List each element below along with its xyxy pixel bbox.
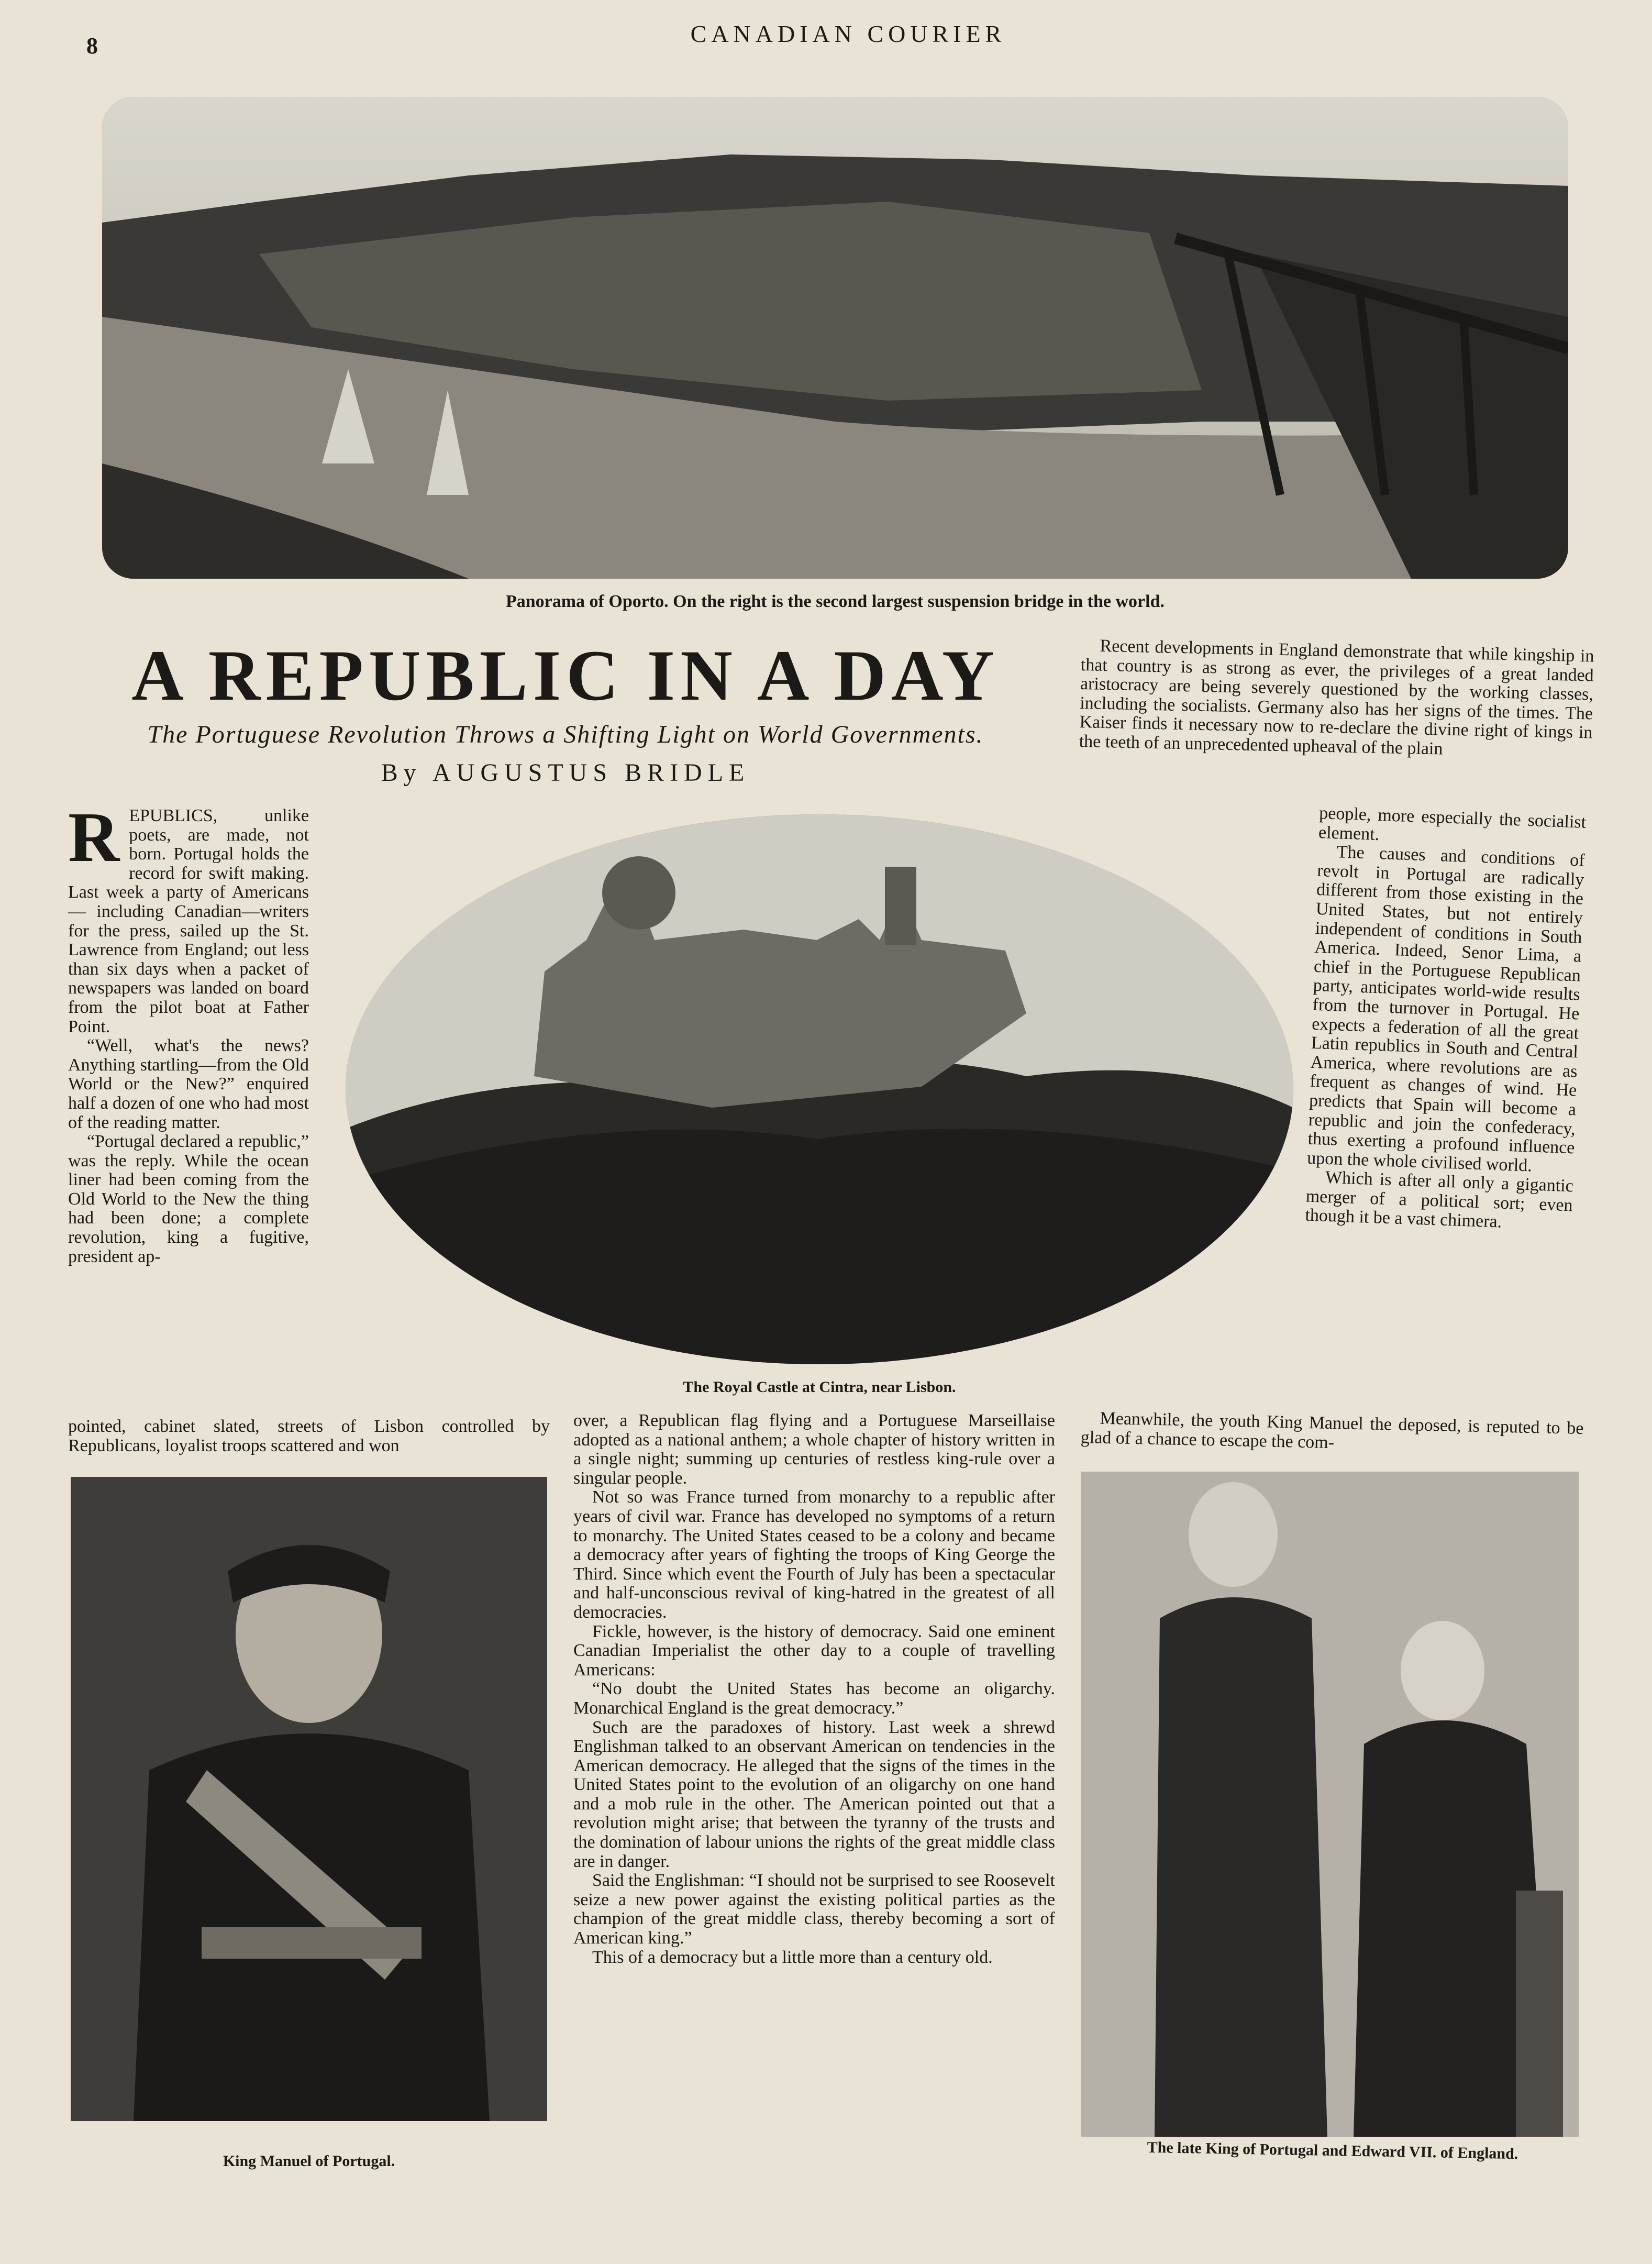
article-paragraph: “Well, what's the news? Anything startling—from the Old World or the New?” enquired half a dozen of one who had most of the reading matter. (68, 1036, 309, 1132)
drop-cap: R (68, 798, 120, 877)
article-paragraph: people, more especially the socialist element. (1318, 803, 1587, 844)
article-title: A REPUBLIC IN A DAY (131, 635, 1000, 715)
article-paragraph: The causes and conditions of revolt in Portugal are radically different from those existing in the United States, but not entirely independent of conditions in South America. Indeed, Senor Lima, a chief in the Portuguese Republican party, anticipates world-wide results from the turnover in Portugal. He expects a federation of all the great Latin republics in South and Central America, where revolutions are as frequent as changes of wind. He predicts that Spain will become a republic and join the confederacy, thus exerting a profound influence upon the whole civilised world. (1306, 842, 1586, 1176)
article-paragraph: Not so was France turned from monarchy to a republic after years of civil war. France has developed no symptoms of a return to monarchy. The United States ceased to be a colony and became a democracy after years of fighting the troops of King George the Third. Since which event the Fourth of July has been a spectacular and half-unconscious revival of king-hatred in the greatest of all democracies. (573, 1487, 1055, 1622)
article-paragraph: Recent developments in England demonstrate that while kingship in that country is as strong as ever, the privileges of a great landed aristocracy are being severely questioned by the working classes, including the socialists. Germany also has her signs of the times. The Kaiser finds it necessary now to re-declare the divine right of kings in the teeth of an unprecedented upheaval of the plain (1079, 636, 1594, 759)
article-column-middle (573, 1411, 1055, 1967)
panorama-photo (102, 97, 1568, 579)
article-paragraph: “Portugal declared a republic,” was the reply. While the ocean liner had been coming from the Old World to the New the thing had been done; a complete revolution, king a fugitive, president ap- (68, 1132, 309, 1266)
article-paragraph: Such are the paradoxes of history. Last week a shrewd Englishman talked to an observant American on tendencies in the American democracy. He alleged that the signs of the times in the United States point to the evolution of an oligarchy on one hand and a mob rule in the other. The American pointed out that a revolution might arise; that between the tyranny of the trusts and the domination of labour unions the rights of the great middle class are in danger. (573, 1717, 1055, 1871)
article-paragraph: “No doubt the United States has become an oligarchy. Monarchical England is the great democracy.” (573, 1679, 1055, 1718)
article-paragraph: Which is after all only a gigantic merger of a political sort; even though it be a vast chimera. (1304, 1168, 1574, 1232)
article-paragraph: REPUBLICS, unlike poets, are made, not born. Portugal holds the record for swift making. Last week a party of Americans — including Canadian—writers for the press, sailed up the St. Lawrence from England; out less than six days when a packet of newspapers was landed on board from the pilot boat at Father Point. (68, 798, 309, 1036)
castle-photo (346, 814, 1293, 1364)
article-column-left-continued (68, 1417, 550, 1455)
article-paragraph: Fickle, however, is the history of democracy. Said one eminent Canadian Imperialist the other day to a couple of travelling Americans: (573, 1621, 1055, 1680)
article-subtitle: The Portuguese Revolution Throws a Shifting Light on World Governments. (147, 721, 984, 748)
masthead: CANADIAN COURIER (690, 20, 1006, 47)
page-number: 8 (86, 33, 98, 59)
article-paragraph: Meanwhile, the youth King Manuel the deposed, is reputed to be glad of a chance to escape the com- (1080, 1408, 1584, 1452)
king-manuel-caption: King Manuel of Portugal. (223, 2152, 395, 2170)
article-paragraph: over, a Republican flag flying and a Portuguese Marseillaise adopted as a national anthem; a whole chapter of history written in a single night; summing up centuries of restless king-rule over a singular people. (573, 1411, 1055, 1488)
article-paragraph: This of a democracy but a little more than a century old. (592, 1947, 993, 1967)
article-paragraph: pointed, cabinet slated, streets of Lisbon controlled by Republicans, loyalist troops scattered and won (68, 1417, 550, 1455)
article-column-right-top (1079, 636, 1594, 762)
panorama-caption: Panorama of Oporto. On the right is the second largest suspension bridge in the world. (505, 592, 1165, 611)
two-kings-caption: The late King of Portugal and Edward VII. of England. (1147, 2138, 1518, 2163)
two-kings-photo (1081, 1472, 1579, 2137)
article-paragraph: Said the Englishman: “I should not be surprised to see Roosevelt seize a new power against the existing political parties as the champion of the great middle class, thereby becoming a sort of American king.” (573, 1871, 1055, 1948)
article-column-right-narrow (1305, 804, 1587, 1234)
article-column-left (68, 798, 309, 1266)
article-byline: By AUGUSTUS BRIDLE (381, 759, 750, 787)
castle-caption: The Royal Castle at Cintra, near Lisbon. (683, 1378, 956, 1396)
king-manuel-photo (71, 1477, 547, 2121)
article-column-right-bottom (1080, 1409, 1583, 1457)
